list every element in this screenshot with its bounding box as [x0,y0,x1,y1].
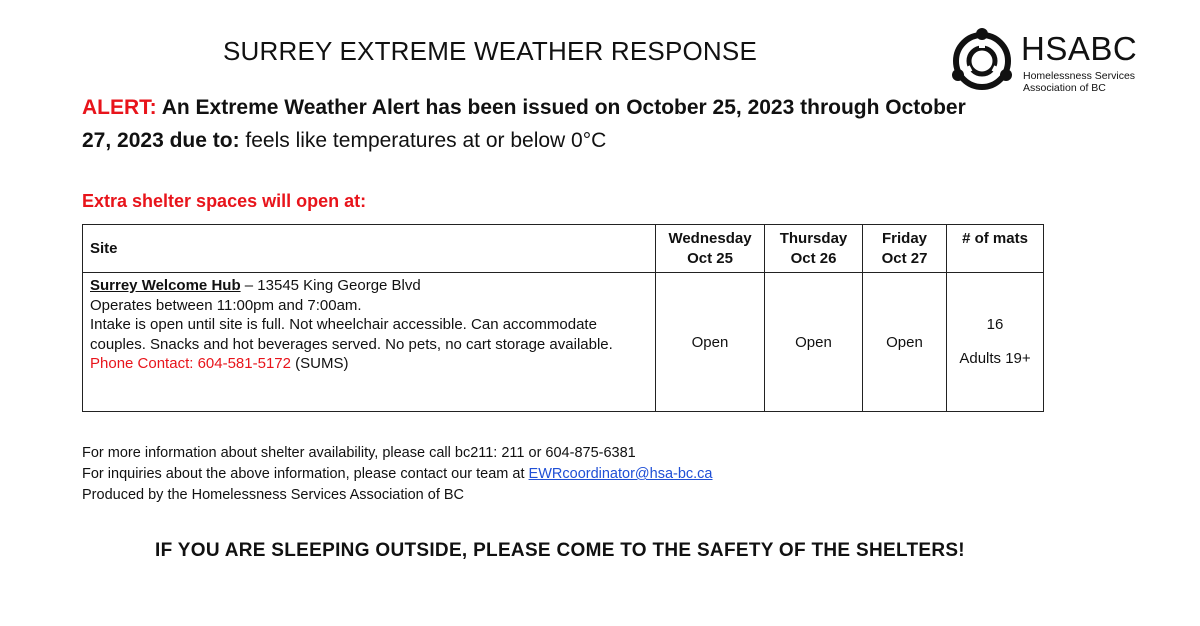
header-friday [863,225,947,273]
footer-info [82,443,713,506]
status-thursday: Open [765,273,863,412]
hsabc-logo [950,26,1150,96]
header-date1: Oct 25 [687,249,733,267]
extra-spaces-heading: Extra shelter spaces will open at: [82,191,367,211]
header-date2: Oct 26 [790,249,837,267]
site-name: Surrey Welcome Hub [90,277,241,294]
shelter-table [82,224,1044,412]
header-site: Site [83,225,656,273]
header-day3: Friday [881,229,927,247]
footer-line-produced: Produced by the Homelessness Services Association of BC [82,487,465,503]
logo-wordmark: HSABC [1021,30,1138,67]
alert-reason: feels like temperatures at or below 0°C [239,129,607,152]
site-cell [83,273,656,412]
email-link[interactable]: EWRcoordinator@hsa-bc.ca [528,466,713,482]
phone-contact: Phone Contact: 604-581-5172 [90,355,291,372]
header-date3: Oct 27 [881,249,928,267]
mats-count: 16 [986,316,1004,333]
header-day2: Thursday [779,229,848,247]
site-hours: Operates between 11:00pm and 7:00am. [90,296,362,314]
phone-suffix: (SUMS) [290,355,349,372]
site-details: Intake is open until site is full. Not wheelchair accessible. Can accommodate couples. Snacks and hot beverages served. No pets, no cart storage available. [90,316,613,353]
mats-eligibility: Adults 19+ [959,350,1031,367]
mats-cell [947,273,1044,412]
footer-line-availability: For more information about shelter availability, please call bc211: 211 or 604-875-6381 [82,445,636,461]
table-header-row [83,225,1044,273]
site-address: – 13545 King George Blvd [240,277,421,294]
logo-tagline-line2: Association of BC [1023,82,1106,94]
status-friday: Open [863,273,947,412]
table-row [83,273,1044,412]
header-wednesday [656,225,765,273]
hsabc-emblem-icon [950,28,1014,92]
alert-message [82,91,982,157]
header-thursday [765,225,863,273]
status-wednesday: Open [656,273,765,412]
header-mats: # of mats [947,225,1044,273]
footer-line-inquiries [82,464,713,485]
call-to-action: IF YOU ARE SLEEPING OUTSIDE, PLEASE COME TO THE SAFETY OF THE SHELTERS! [155,540,965,561]
logo-tagline [1023,70,1153,94]
footer-inquiries-text: For inquiries about the above information, please contact our team at [82,466,529,482]
header-day1: Wednesday [668,229,752,247]
logo-tagline-line1: Homelessness Services [1023,70,1136,82]
page-title: SURREY EXTREME WEATHER RESPONSE [223,36,757,66]
alert-prefix: ALERT: [82,96,157,119]
alert-text: An Extreme Weather Alert has been issued on October 25, 2023 through October 27, 2023 due to: [82,96,966,152]
